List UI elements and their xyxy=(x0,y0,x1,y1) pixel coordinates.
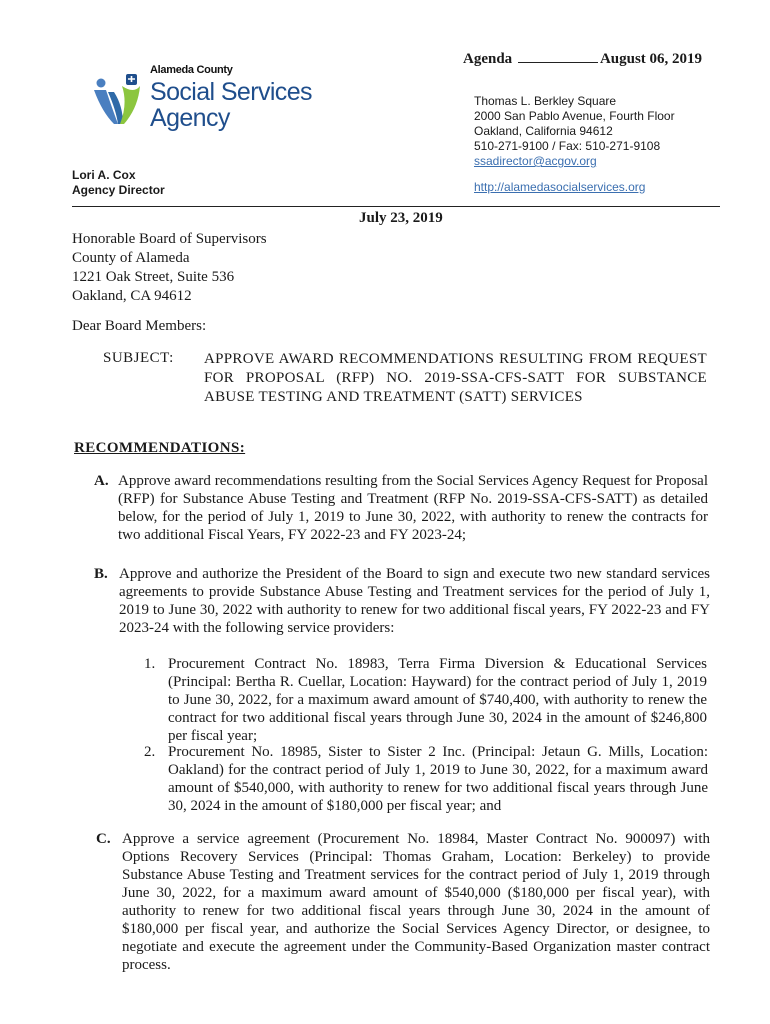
recommendation-label: B. xyxy=(94,566,108,582)
agenda-number-blank xyxy=(518,50,598,63)
provider-number: 1. xyxy=(144,656,156,672)
provider-text: Procurement Contract No. 18983, Terra Firma Diversion & Educational Services (Principal: Bertha R. Cuellar, Location: Hayward) for the contract period of July 1, 2019 to June 30, 2022, for a maximum award amount of $740,400, with authority to renew the contract for two additional fiscal years through June 30, 2024 in the amount of $246,800 per fiscal year; xyxy=(168,656,707,744)
recommendation-label: C. xyxy=(96,831,111,847)
phone-fax-line: 510-271-9100 / Fax: 510-271-9108 xyxy=(474,139,661,153)
salutation: Dear Board Members: xyxy=(72,318,207,334)
agency-logo-icon xyxy=(92,72,150,132)
logo-title-line2: Agency xyxy=(150,104,230,132)
provider-number: 2. xyxy=(144,744,156,760)
recipient-line: County of Alameda xyxy=(72,250,190,266)
agenda-line xyxy=(463,50,702,68)
director-title: Agency Director xyxy=(72,183,165,197)
recommendation-text: Approve award recommendations resulting from the Social Services Agency Request for Proposal (RFP) for Substance Abuse Testing and Treatment (RFP No. 2019-SSA-CFS-SATT) as detailed below, for the period of July 1, 2019 to June 30, 2022, with authority to renew the contracts for two additional Fiscal Years, FY 2022-23 and FY 2023-24; xyxy=(118,473,708,543)
recommendation-item xyxy=(96,830,710,974)
recipient-line: Oakland, CA 94612 xyxy=(72,288,192,304)
recipient-address xyxy=(72,230,267,306)
provider-list-item xyxy=(144,655,707,745)
address-line: 2000 San Pablo Avenue, Fourth Floor xyxy=(474,109,675,123)
recommendation-label: A. xyxy=(94,473,109,489)
logo-county-text: Alameda County xyxy=(150,64,233,76)
email-link[interactable]: ssadirector@acgov.org xyxy=(474,154,597,168)
recommendations-heading: RECOMMENDATIONS: xyxy=(74,440,246,456)
letter-date: July 23, 2019 xyxy=(359,210,443,226)
recipient-line: Honorable Board of Supervisors xyxy=(72,231,267,247)
address-line: Oakland, California 94612 xyxy=(474,124,613,138)
recipient-line: 1221 Oak Street, Suite 536 xyxy=(72,269,235,285)
subject-text: APPROVE AWARD RECOMMENDATIONS RESULTING FROM REQUEST FOR PROPOSAL (RFP) NO. 2019-SSA-CFS-SATT FOR SUBSTANCE ABUSE TESTING AND TREATMENT (SATT) SERVICES xyxy=(204,351,707,405)
logo-title-line1: Social Services xyxy=(150,78,312,106)
website-link[interactable]: http://alamedasocialservices.org xyxy=(474,180,646,194)
agency-director-block xyxy=(72,168,165,198)
recommendation-text: Approve and authorize the President of the Board to sign and execute two new standard services agreements to provide Substance Abuse Testing and Treatment services for the period of July 1, 2019 to June 30, 2022 with authority to renew for two additional fiscal years, FY 2022-23 and FY 2023-24 with the following service providers: xyxy=(119,566,710,636)
agenda-date: August 06, 2019 xyxy=(599,51,703,67)
address-line: Thomas L. Berkley Square xyxy=(474,94,617,108)
provider-text: Procurement No. 18985, Sister to Sister 2 Inc. (Principal: Jetaun G. Mills, Location: Oakland) for the contract period of July 1, 2019 to June 30, 2022, for a maximum award amount of $540,000, with authority to renew for two additional fiscal years through June 30, 2024 in the amount of $180,000 per fiscal year; and xyxy=(168,744,708,814)
provider-list-item xyxy=(144,743,708,815)
recommendation-item xyxy=(94,565,710,637)
recommendation-text: Approve a service agreement (Procurement No. 18984, Master Contract No. 900097) with Options Recovery Services (Principal: Thomas Graham, Location: Berkeley) to provide Substance Abuse Testing and Treatment services for the contract period of July 1, 2019 through June 30, 2022, for a maximum award amount of $540,000 ($180,000 per fiscal year), with authority to renew for two additional fiscal years through June 30, 2024 in the amount of $180,000 per fiscal year, and authorize the Social Services Agency Director, or designee, to negotiate and execute the agreement under the Community-Based Organization master contract process. xyxy=(122,831,710,973)
agenda-label: Agenda xyxy=(463,51,513,67)
header-divider xyxy=(72,206,720,207)
subject-label: SUBJECT: xyxy=(103,350,174,366)
recommendation-item xyxy=(94,472,708,544)
agency-address xyxy=(474,94,675,169)
agency-logo xyxy=(88,62,338,132)
director-name: Lori A. Cox xyxy=(72,168,136,182)
